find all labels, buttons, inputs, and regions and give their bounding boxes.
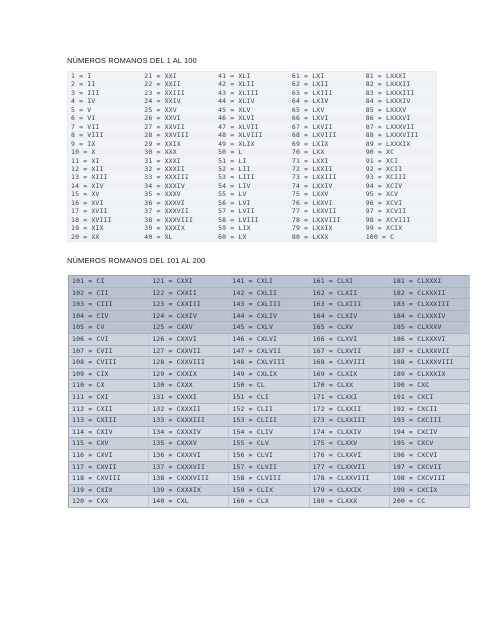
table-cell: 93 = XCIII [365,173,407,182]
table-cell: 67 = LXVII [291,122,333,131]
table-cell: 195 = CXCV [389,438,469,450]
table-row [69,310,470,322]
table-cell: 26 = XXVI [141,114,215,122]
table-row [68,224,437,232]
table-cell: 64 = LXIV [289,97,363,105]
table-cell: 199 = CXCIX [389,484,469,496]
table-cell: 53 = LIII [218,173,255,182]
table-cell: 172 = CLXXII [309,403,389,415]
table-cell: 96 = XCVI [363,199,437,207]
table-cell: 160 = CLX [229,496,309,508]
table-cell: 114 = CXIV [69,426,149,438]
table-cell: 150 = CL [229,380,309,392]
table-row [68,233,437,242]
table-cell: 62 = LXII [289,80,363,88]
table-row [69,426,470,438]
table-cell: 154 = CLIV [229,426,309,438]
table-cell: 76 = LXXVI [289,199,363,207]
table-cell: 33 = XXXIII [144,173,189,182]
table-cell: 189 = CLXXXIX [389,368,469,380]
table-cell: 147 = CXLVII [229,345,309,357]
table-cell: 153 = CLIII [229,415,309,427]
table-cell: 118 = CXVIII [69,473,149,485]
table-row [69,484,470,496]
table-cell: 2 = II [68,80,142,88]
table-cell: 99 = XCIX [365,224,403,233]
table-cell: 125 = CXXV [149,322,229,334]
table-row [68,190,437,198]
table-cell: 94 = XCIV [363,182,437,190]
table-cell: 170 = CLXX [309,380,389,392]
table-cell: 145 = CXLV [229,322,309,334]
table-cell: 159 = CLIX [229,484,309,496]
table-cell: 127 = CXXVII [149,345,229,357]
table-cell: 149 = CXLIX [229,368,309,380]
table-cell: 35 = XXXV [144,190,181,199]
table-cell: 55 = LV [218,190,247,199]
table-cell: 117 = CXVII [69,461,149,473]
table-cell: 39 = XXXIX [144,224,185,233]
table-cell: 30 = XXX [141,148,215,156]
table-cell: 193 = CXCIII [389,415,469,427]
table-cell: 179 = CLXXIX [309,484,389,496]
table-cell: 98 = XCVIII [363,216,437,224]
table-row [68,72,437,81]
table-cell: 177 = CLXXVII [309,461,389,473]
table-cell: 190 = CXC [389,380,469,392]
table-cell: 56 = LVI [215,199,289,207]
table-cell: 25 = XXV [144,105,177,114]
table-cell: 161 = CLXI [309,276,389,288]
table-cell: 185 = CLXXXV [389,322,469,334]
table-cell: 200 = CC [389,496,469,508]
table-row [68,80,437,88]
table-cell: 194 = CXCIV [389,426,469,438]
table-row [68,123,437,131]
table-cell: 75 = LXXV [291,190,329,199]
table-row [69,299,470,311]
table-cell: 10 = X [68,148,142,156]
table-cell: 138 = CXXXVIII [149,473,229,485]
table-cell: 111 = CXI [69,391,149,403]
table-cell: 40 = XL [141,233,215,242]
table-cell: 48 = XLVIII [215,131,289,139]
table-row [68,106,437,114]
table-cell: 187 = CLXXXVII [389,345,469,357]
table-cell: 169 = CLXIX [309,368,389,380]
table-row [69,322,470,334]
table-cell: 82 = LXXXII [363,80,437,88]
table-cell: 191 = CXCI [389,391,469,403]
table-cell: 119 = CXIX [69,484,149,496]
table-cell: 155 = CLV [229,438,309,450]
table-cell: 32 = XXXII [141,165,215,173]
table-cell: 132 = CXXXII [149,403,229,415]
table-cell: 58 = LVIII [215,216,289,224]
table-cell: 36 = XXXVI [141,199,215,207]
table-cell: 43 = XLIII [218,88,259,97]
table-cell: 42 = XLII [215,80,289,88]
table-cell: 92 = XCII [363,165,437,173]
table-cell: 183 = CLXXXIII [389,299,469,311]
table-cell: 18 = XVIII [68,216,142,224]
table-cell: 29 = XXIX [144,139,181,148]
table-cell: 3 = III [71,88,100,97]
table-cell: 186 = CLXXXVI [389,333,469,345]
table-cell: 106 = CVI [69,333,149,345]
table-cell: 136 = CXXXVI [149,449,229,461]
table-row [69,403,470,415]
table-row [68,148,437,156]
table-row [68,216,437,224]
table-row [68,182,437,190]
table-cell: 112 = CXII [69,403,149,415]
table-cell: 86 = LXXXVI [363,114,437,122]
table-cell: 197 = CXCVII [389,461,469,473]
table-cell: 173 = CLXXIII [309,415,389,427]
table-cell: 27 = XXVII [144,122,185,131]
table-cell: 91 = XCI [365,156,399,165]
table-row [69,357,470,369]
table-cell: 100 = C [363,233,437,242]
table-cell: 77 = LXXVII [291,207,337,216]
table-cell: 20 = XX [68,233,142,242]
table-cell: 126 = CXXVI [149,333,229,345]
table-cell: 44 = XLIV [215,97,289,105]
table-row [69,380,470,392]
table-cell: 54 = LIV [215,182,289,190]
table-row [69,496,470,508]
table-cell: 21 = XXI [144,72,177,80]
table-row [68,165,437,173]
table-row [69,449,470,461]
table-cell: 69 = LXIX [291,139,329,148]
table-row [68,89,437,97]
table-cell: 97 = XCVII [365,207,407,216]
table-cell: 144 = CXLIV [229,310,309,322]
table-row [69,473,470,485]
table-cell: 15 = XV [71,190,100,199]
table-row [68,131,437,139]
table-row [69,333,470,345]
table-cell: 167 = CLXVII [309,345,389,357]
table-cell: 163 = CLXIII [309,299,389,311]
table-cell: 61 = LXI [291,72,325,80]
table-cell: 109 = CIX [69,368,149,380]
table-cell: 65 = LXV [291,105,325,114]
table-cell: 74 = LXXIV [289,182,363,190]
table-cell: 81 = LXXXI [365,72,407,80]
table-row [68,157,437,165]
table-cell: 141 = CXLI [229,276,309,288]
table-cell: 166 = CLXVI [309,333,389,345]
table-cell: 46 = XLVI [215,114,289,122]
table-cell: 137 = CXXXVII [149,461,229,473]
table-cell: 171 = CLXXI [309,391,389,403]
table-cell: 13 = XIII [71,173,108,182]
table-cell: 158 = CLVIII [229,473,309,485]
table-cell: 116 = CXVI [69,449,149,461]
heading-101-to-200: NÚMEROS ROMANOS DEL 101 AL 200 [67,256,206,265]
table-cell: 182 = CLXXXII [389,287,469,299]
table-row [69,368,470,380]
table-cell: 16 = XVI [68,199,142,207]
table-cell: 79 = LXXIX [291,224,333,233]
table-cell: 52 = LII [215,165,289,173]
table-row [68,207,437,215]
table-cell: 84 = LXXXIV [363,97,437,105]
table-cell: 156 = CLVI [229,449,309,461]
table-cell: 12 = XII [68,165,142,173]
table-cell: 174 = CLXXIV [309,426,389,438]
table-cell: 87 = LXXXVII [365,122,415,131]
table-cell: 165 = CLXV [309,322,389,334]
table-cell: 128 = CXXVIII [149,357,229,369]
table-cell: 103 = CIII [69,299,149,311]
table-cell: 157 = CLVII [229,461,309,473]
table-cell: 131 = CXXXI [149,391,229,403]
table-row [69,287,470,299]
table-row [69,276,470,288]
table-cell: 129 = CXXIX [149,368,229,380]
table-cell: 178 = CLXXVIII [309,473,389,485]
table-cell: 115 = CXV [69,438,149,450]
table-cell: 14 = XIV [68,182,142,190]
table-cell: 120 = CXX [69,496,149,508]
table-cell: 104 = CIV [69,310,149,322]
table-cell: 83 = LXXXIII [365,88,415,97]
table-cell: 37 = XXXVII [144,207,189,216]
table-cell: 135 = CXXXV [149,438,229,450]
table-cell: 95 = XCV [365,190,399,199]
roman-table-1-to-100 [67,71,437,242]
table-cell: 34 = XXXIV [141,182,215,190]
table-cell: 110 = CX [69,380,149,392]
heading-1-to-100: NÚMEROS ROMANOS DEL 1 AL 100 [67,56,197,65]
table-cell: 7 = VII [71,122,100,131]
table-cell: 28 = XXVIII [141,131,215,139]
table-row [69,391,470,403]
table-row [68,140,437,148]
table-cell: 11 = XI [71,156,100,165]
table-cell: 107 = CVII [69,345,149,357]
table-cell: 70 = LXX [289,148,363,156]
table-cell: 23 = XXIII [144,88,185,97]
table-cell: 9 = IX [71,139,96,148]
table-cell: 45 = XLV [218,105,251,114]
table-cell: 198 = CXCVIII [389,473,469,485]
table-cell: 80 = LXXX [289,233,363,242]
table-cell: 146 = CXLVI [229,333,309,345]
table-cell: 134 = CXXXIV [149,426,229,438]
table-cell: 142 = CXLII [229,287,309,299]
table-cell: 38 = XXXVIII [141,216,215,224]
table-cell: 78 = LXXVIII [289,216,363,224]
table-cell: 113 = CXIII [69,415,149,427]
table-row [69,438,470,450]
table-cell: 162 = CLXII [309,287,389,299]
table-cell: 5 = V [71,105,92,114]
table-cell: 152 = CLII [229,403,309,415]
roman-table-101-to-200 [68,275,470,508]
table-cell: 164 = CLXIV [309,310,389,322]
table-cell: 41 = XLI [218,72,251,80]
table-cell: 151 = CLI [229,391,309,403]
table-cell: 89 = LXXXIX [365,139,411,148]
table-cell: 4 = IV [68,97,142,105]
table-cell: 108 = CVIII [69,357,149,369]
table-row [69,461,470,473]
table-row [68,114,437,122]
table-row [68,97,437,105]
table-cell: 121 = CXXI [149,276,229,288]
table-cell: 1 = I [71,72,92,80]
table-cell: 31 = XXXI [144,156,181,165]
table-cell: 8 = VIII [68,131,142,139]
table-cell: 19 = XIX [71,224,104,233]
table-cell: 105 = CV [69,322,149,334]
table-cell: 123 = CXXIII [149,299,229,311]
table-cell: 140 = CXL [149,496,229,508]
table-cell: 59 = LIX [218,224,251,233]
table-cell: 90 = XC [363,148,437,156]
table-cell: 188 = CLXXXVIII [389,357,469,369]
table-cell: 72 = LXXII [289,165,363,173]
table-cell: 180 = CLXXX [309,496,389,508]
table-cell: 143 = CXLIII [229,299,309,311]
table-cell: 50 = L [215,148,289,156]
table-cell: 101 = CI [69,276,149,288]
table-row [69,415,470,427]
table-cell: 57 = LVII [218,207,255,216]
table-cell: 102 = CII [69,287,149,299]
table-cell: 196 = CXCVI [389,449,469,461]
table-row [69,345,470,357]
table-cell: 66 = LXVI [289,114,363,122]
table-cell: 17 = XVII [71,207,108,216]
table-cell: 49 = XLIX [218,139,255,148]
table-cell: 181 = CLXXXI [389,276,469,288]
table-cell: 6 = VI [68,114,142,122]
table-cell: 63 = LXIII [291,88,333,97]
table-cell: 88 = LXXXVIII [363,131,437,139]
table-cell: 60 = LX [215,233,289,242]
table-cell: 175 = CLXXV [309,438,389,450]
table-cell: 122 = CXXII [149,287,229,299]
table-row [68,199,437,207]
table-cell: 168 = CLXVIII [309,357,389,369]
table-cell: 68 = LXVIII [289,131,363,139]
table-cell: 192 = CXCII [389,403,469,415]
table-cell: 176 = CLXXVI [309,449,389,461]
table-row [68,173,437,181]
table-cell: 130 = CXXX [149,380,229,392]
table-cell: 47 = XLVII [218,122,259,131]
table-cell: 85 = LXXXV [365,105,407,114]
table-cell: 184 = CLXXXIV [389,310,469,322]
table-cell: 71 = LXXI [291,156,329,165]
table-cell: 139 = CXXXIX [149,484,229,496]
table-cell: 133 = CXXXIII [149,415,229,427]
table-cell: 148 = CXLVIII [229,357,309,369]
table-cell: 124 = CXXIV [149,310,229,322]
table-cell: 51 = LI [218,156,247,165]
table-cell: 22 = XXII [141,80,215,88]
table-cell: 73 = LXXIII [291,173,337,182]
table-cell: 24 = XXIV [141,97,215,105]
